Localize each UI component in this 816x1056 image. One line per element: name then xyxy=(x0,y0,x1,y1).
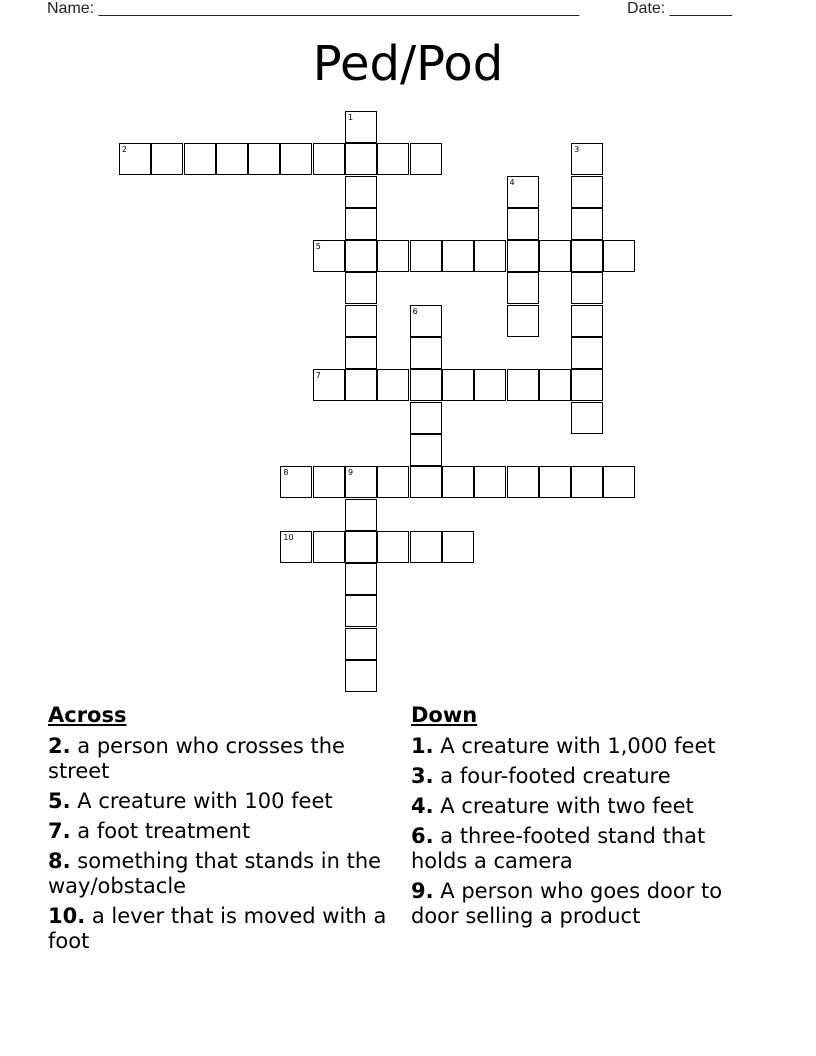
grid-cell[interactable] xyxy=(345,660,377,692)
clue-number: 7. xyxy=(48,819,71,843)
grid-cell[interactable] xyxy=(377,531,409,563)
cell-number: 4 xyxy=(509,177,515,187)
grid-cell[interactable] xyxy=(507,176,539,208)
across-clue-list xyxy=(48,734,388,954)
clue-down xyxy=(411,794,761,819)
grid-cell[interactable] xyxy=(410,240,442,272)
grid-cell[interactable] xyxy=(280,531,312,563)
grid-cell[interactable] xyxy=(507,305,539,337)
grid-cell[interactable] xyxy=(410,531,442,563)
grid-cell[interactable] xyxy=(345,272,377,304)
grid-cell[interactable] xyxy=(313,531,345,563)
grid-cell[interactable] xyxy=(507,208,539,240)
cell-number: 7 xyxy=(315,371,321,381)
grid-cell[interactable] xyxy=(248,143,280,175)
grid-cell[interactable] xyxy=(119,143,151,175)
grid-cell[interactable] xyxy=(345,208,377,240)
across-clues xyxy=(48,702,388,959)
grid-cell[interactable] xyxy=(571,176,603,208)
clue-text: a four-footed creature xyxy=(440,764,671,788)
grid-cell[interactable] xyxy=(474,369,506,401)
grid-cell[interactable] xyxy=(474,240,506,272)
clue-number: 2. xyxy=(48,734,71,758)
grid-cell[interactable] xyxy=(442,466,474,498)
clue-number: 10. xyxy=(48,904,86,928)
grid-cell[interactable] xyxy=(410,466,442,498)
grid-cell[interactable] xyxy=(345,531,377,563)
grid-cell[interactable] xyxy=(313,466,345,498)
grid-cell[interactable] xyxy=(345,143,377,175)
grid-cell[interactable] xyxy=(571,240,603,272)
grid-cell[interactable] xyxy=(507,240,539,272)
grid-cell[interactable] xyxy=(280,143,312,175)
clue-across xyxy=(48,734,388,784)
grid-cell[interactable] xyxy=(442,369,474,401)
grid-cell[interactable] xyxy=(410,143,442,175)
puzzle-title: Ped/Pod xyxy=(312,36,504,92)
grid-cell[interactable] xyxy=(410,402,442,434)
clue-text: A creature with two feet xyxy=(440,794,694,818)
grid-cell[interactable] xyxy=(377,369,409,401)
grid-cell[interactable] xyxy=(313,369,345,401)
grid-cell[interactable] xyxy=(603,466,635,498)
grid-cell[interactable] xyxy=(345,111,377,143)
cell-number: 1 xyxy=(348,112,354,122)
clue-text: something that stands in the way/obstacle xyxy=(48,849,382,898)
grid-cell[interactable] xyxy=(313,240,345,272)
grid-cell[interactable] xyxy=(151,143,183,175)
across-heading: Across xyxy=(48,703,127,727)
clue-number: 9. xyxy=(411,879,434,903)
clue-text: a foot treatment xyxy=(77,819,251,843)
grid-cell[interactable] xyxy=(410,434,442,466)
cell-number: 8 xyxy=(283,468,289,478)
grid-cell[interactable] xyxy=(571,466,603,498)
clue-across xyxy=(48,789,388,814)
grid-cell[interactable] xyxy=(571,208,603,240)
clue-text: A creature with 1,000 feet xyxy=(440,734,716,758)
grid-cell[interactable] xyxy=(345,369,377,401)
clue-across xyxy=(48,819,388,844)
grid-cell[interactable] xyxy=(345,240,377,272)
grid-cell[interactable] xyxy=(216,143,248,175)
grid-cell[interactable] xyxy=(410,305,442,337)
clue-across xyxy=(48,904,388,954)
grid-cell[interactable] xyxy=(410,337,442,369)
grid-cell[interactable] xyxy=(345,563,377,595)
cell-number: 3 xyxy=(574,145,580,155)
grid-cell[interactable] xyxy=(507,369,539,401)
grid-cell[interactable] xyxy=(571,305,603,337)
grid-cell[interactable] xyxy=(345,176,377,208)
cell-number: 10 xyxy=(283,532,294,542)
grid-cell[interactable] xyxy=(345,595,377,627)
grid-cell[interactable] xyxy=(539,466,571,498)
down-heading: Down xyxy=(411,703,478,727)
grid-cell[interactable] xyxy=(442,531,474,563)
grid-cell[interactable] xyxy=(410,369,442,401)
down-clues xyxy=(411,702,761,934)
cell-number: 9 xyxy=(348,468,354,478)
clue-text: A creature with 100 feet xyxy=(77,789,333,813)
grid-cell[interactable] xyxy=(345,628,377,660)
grid-cell[interactable] xyxy=(345,305,377,337)
clue-text: a lever that is moved with a foot xyxy=(48,904,387,953)
clue-number: 8. xyxy=(48,849,71,873)
clue-number: 6. xyxy=(411,824,434,848)
down-clue-list xyxy=(411,734,761,929)
name-field: Name: ______________________________________________________ xyxy=(47,0,580,17)
grid-cell[interactable] xyxy=(184,143,216,175)
clue-down xyxy=(411,734,761,759)
clue-text: a three-footed stand that holds a camera xyxy=(411,824,706,873)
grid-cell[interactable] xyxy=(571,369,603,401)
clue-down xyxy=(411,764,761,789)
grid-cell[interactable] xyxy=(603,240,635,272)
clue-number: 3. xyxy=(411,764,434,788)
clue-number: 5. xyxy=(48,789,71,813)
grid-cell[interactable] xyxy=(345,466,377,498)
grid-cell[interactable] xyxy=(507,272,539,304)
cell-number: 6 xyxy=(412,306,418,316)
grid-cell[interactable] xyxy=(571,143,603,175)
grid-cell[interactable] xyxy=(571,337,603,369)
cell-number: 5 xyxy=(315,242,321,252)
grid-cell[interactable] xyxy=(377,143,409,175)
grid-cell[interactable] xyxy=(507,466,539,498)
clue-across xyxy=(48,849,388,899)
grid-cell[interactable] xyxy=(313,143,345,175)
grid-cell[interactable] xyxy=(474,466,506,498)
grid-cell[interactable] xyxy=(345,499,377,531)
cell-number: 2 xyxy=(121,145,127,155)
clue-text: a person who crosses the street xyxy=(48,734,345,783)
clue-number: 4. xyxy=(411,794,434,818)
grid-cell[interactable] xyxy=(539,369,571,401)
clue-text: A person who goes door to door selling a product xyxy=(411,879,723,928)
clue-down xyxy=(411,879,761,929)
clue-number: 1. xyxy=(411,734,434,758)
grid-cell[interactable] xyxy=(539,240,571,272)
grid-cell[interactable] xyxy=(571,402,603,434)
clue-down xyxy=(411,824,761,874)
grid-cell[interactable] xyxy=(345,337,377,369)
grid-cell[interactable] xyxy=(280,466,312,498)
grid-cell[interactable] xyxy=(442,240,474,272)
date-field: Date: _______ xyxy=(627,0,732,17)
grid-cell[interactable] xyxy=(377,466,409,498)
grid-cell[interactable] xyxy=(377,240,409,272)
grid-cell[interactable] xyxy=(571,272,603,304)
